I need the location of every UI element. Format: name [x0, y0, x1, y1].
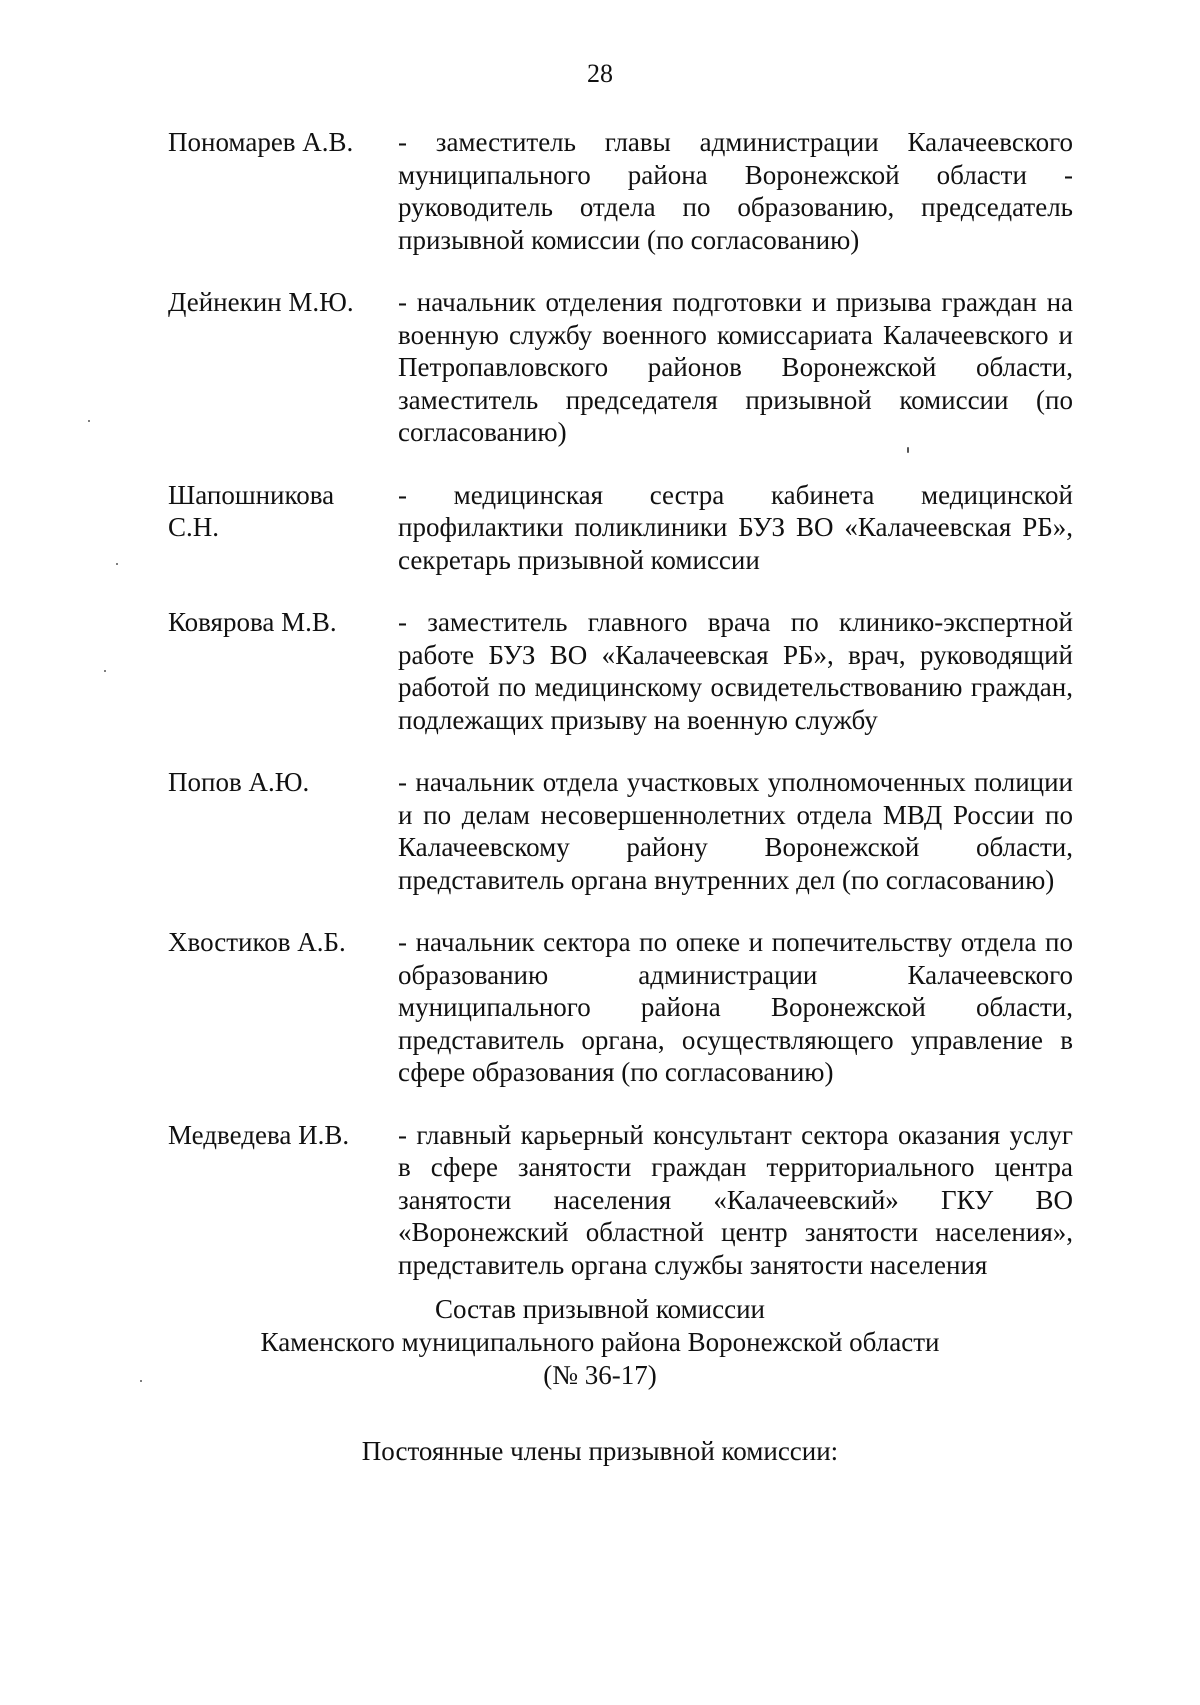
member-entry	[168, 1119, 1073, 1282]
member-name: Медведева И.В.	[168, 1119, 350, 1150]
member-description: - заместитель главного врача по клинико-экспертной работе БУЗ ВО «Калачеевская РБ», врач, руководящий работой по медицинскому освидетельствованию граждан, подлежащих призыву на военную службу	[398, 607, 1073, 735]
member-description: - начальник отдела участковых уполномоченных полиции и по делам несовершеннолетних отдела МВД России по Калачеевскому району Воронежской области, представитель органа внутренних дел (по согласованию)	[398, 767, 1073, 895]
member-name: Пономарев А.В.	[168, 127, 354, 157]
section-title	[0, 1293, 1200, 1392]
commission-members-list	[168, 126, 1073, 1281]
member-description: - заместитель главы администрации Калачеевского муниципального района Воронежской области - руководитель отдела по образованию, председатель призывной комиссии (по согласованию)	[398, 127, 1073, 255]
member-description: - начальник отделения подготовки и призыва граждан на военную службу военного комиссариата Калачеевского и Петропавловского районов Воронежской области, заместитель председателя призывной комиссии (по согласованию)	[398, 287, 1073, 447]
permanent-members-heading: Постоянные члены призывной комиссии:	[361, 1436, 839, 1466]
member-entry	[168, 926, 1073, 1089]
member-description: - начальник сектора по опеке и попечительству отдела по образованию администрации Калачеевского муниципального района Воронежской области, представитель органа, осуществляющего управление в сфере образования (по согласованию)	[398, 927, 1073, 1087]
section-title-number: (№ 36-17)	[543, 1360, 657, 1390]
scan-speck	[104, 670, 106, 672]
scan-speck	[88, 420, 90, 422]
member-entry	[168, 286, 1073, 449]
member-name: Дейнекин М.Ю.	[168, 287, 354, 317]
scan-speck	[140, 1380, 142, 1382]
member-entry	[168, 606, 1073, 736]
section-title-line: Каменского муниципального района Воронежской области	[260, 1327, 940, 1357]
section-title-line: Состав призывной комиссии	[434, 1294, 765, 1324]
member-entry	[168, 479, 1073, 577]
member-name: Попов А.Ю.	[168, 767, 310, 797]
page-number: 28	[587, 59, 613, 88]
member-entry	[168, 766, 1073, 896]
member-name: Хвостиков А.Б.	[168, 927, 346, 957]
member-name: Ковярова М.В.	[168, 607, 337, 637]
member-name: Шапошникова С.Н.	[168, 479, 335, 542]
member-description: - медицинская сестра кабинета медицинской профилактики поликлиники БУЗ ВО «Калачеевская РБ», секретарь призывной комиссии	[398, 479, 1073, 575]
member-entry	[168, 126, 1073, 256]
scan-speck	[116, 563, 118, 565]
member-description: - главный карьерный консультант сектора оказания услуг в сфере занятости граждан территориального центра занятости населения «Калачеевский» ГКУ ВО «Воронежский областной центр занятости населения», представитель органа службы занятости населения	[398, 1119, 1073, 1280]
scan-speck	[907, 447, 909, 453]
